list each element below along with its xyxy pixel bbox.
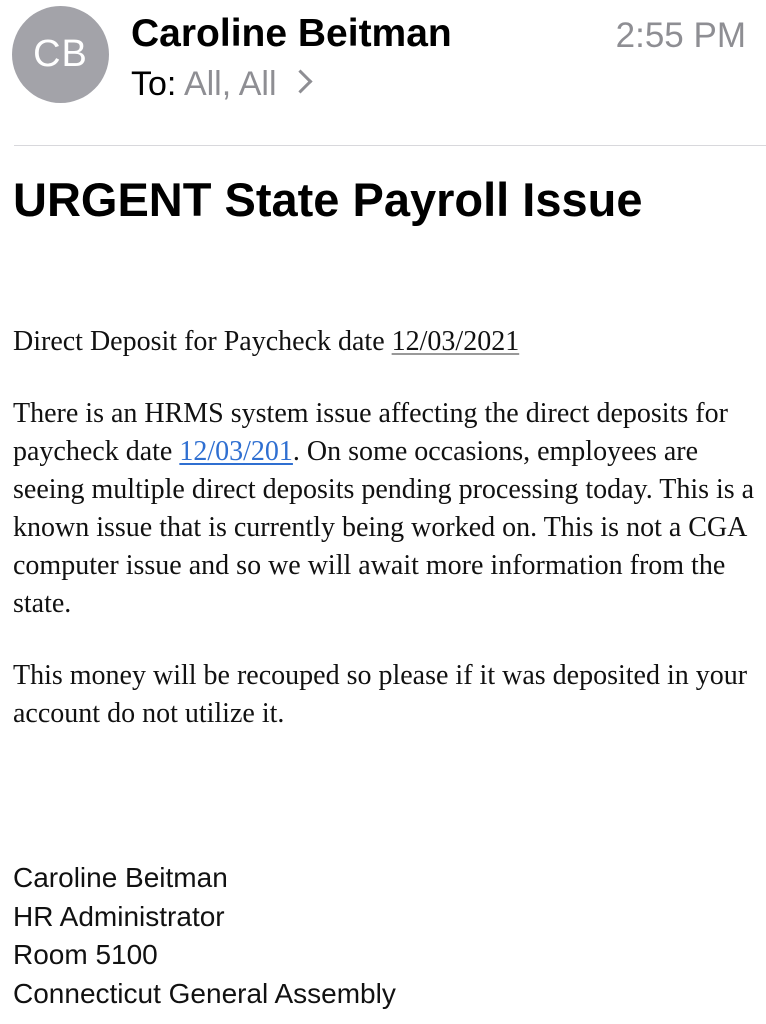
- sender-avatar[interactable]: [12, 6, 109, 103]
- body-paragraph-1: [13, 323, 758, 361]
- header-divider: [14, 145, 766, 146]
- chevron-right-icon[interactable]: [288, 69, 312, 93]
- avatar-initials: CB: [33, 33, 88, 75]
- body-paragraph-3: This money will be recouped so please if it was deposited in your account do not utilize it.: [13, 660, 748, 729]
- paragraph-1-text: Direct Deposit for Paycheck date: [13, 326, 392, 357]
- recipients-line[interactable]: [131, 63, 309, 105]
- paycheck-date-link[interactable]: 12/03/201: [179, 436, 293, 467]
- signature-org: Connecticut General Assembly: [13, 977, 396, 1009]
- paragraph-2-text-b: . On some occasions, employees are seeing multiple direct deposits pending processing today. This is a known issue that is currently being worked on. This is not a CGA computer issue and so we will await more information from the state.: [13, 436, 755, 619]
- signature-room: Room 5100: [13, 939, 158, 970]
- email-signature: [13, 859, 396, 1013]
- timestamp: 2:55 PM: [615, 16, 746, 55]
- paragraph-2-text-a: There is an HRMS system issue affecting the direct deposits for paycheck date: [13, 398, 728, 467]
- signature-title: HR Administrator: [13, 900, 225, 932]
- body-paragraph-2: [13, 395, 758, 623]
- email-body: [13, 323, 758, 767]
- signature-name: Caroline Beitman: [13, 862, 228, 893]
- email-subject: URGENT State Payroll Issue: [13, 173, 643, 226]
- paycheck-date: 12/03/2021: [391, 326, 520, 357]
- to-label: To:: [131, 65, 177, 103]
- recipients-value[interactable]: All, All: [183, 65, 277, 103]
- sender-name[interactable]: Caroline Beitman: [131, 12, 452, 55]
